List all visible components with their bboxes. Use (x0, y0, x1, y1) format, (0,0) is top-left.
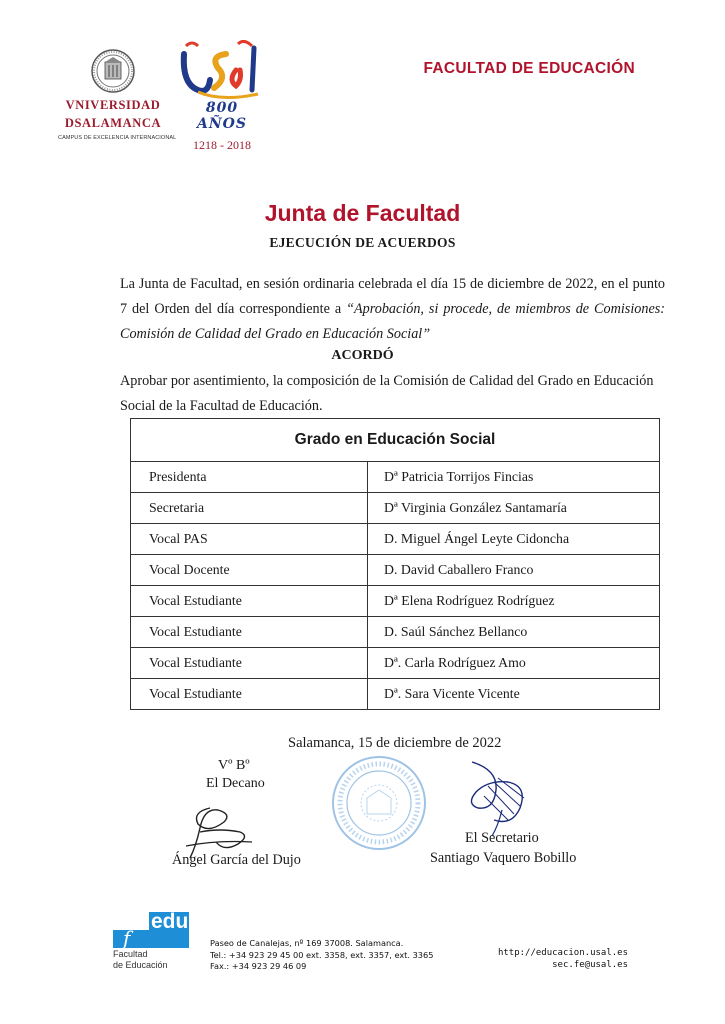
university-name-line1: VNIVERSIDAD (65, 98, 161, 112)
agreement-paragraph: Aprobar por asentimiento, la composición de la Comisión de Calidad del Grado en Educación Social de la Facultad de Educación. (120, 373, 654, 414)
edu-logo-box (113, 912, 189, 948)
member-cell: D. Saúl Sánchez Bellanco (368, 617, 660, 648)
dean-role: El Decano (206, 776, 265, 791)
email-link[interactable]: sec.fe@usal.es (552, 959, 628, 970)
dean-name: Ángel García del Dujo (172, 852, 301, 868)
faculty-stamp-icon (330, 754, 428, 852)
secretary-name: Santiago Vaquero Bobillo (430, 850, 577, 866)
table-row (131, 524, 660, 555)
member-cell: Dª Patricia Torrijos Fincias (368, 462, 660, 493)
member-cell: Dª. Sara Vicente Vicente (368, 679, 660, 710)
document-subtitle: EJECUCIÓN DE ACUERDOS (269, 235, 456, 250)
address-line: Paseo de Canalejas, nº 169 37008. Salamanca. (210, 938, 404, 948)
university-logo (58, 48, 177, 141)
faculty-header: FACULTAD DE EDUCACIÓN (423, 60, 635, 77)
intro-paragraph (120, 272, 665, 347)
role-cell: Vocal PAS (131, 524, 368, 555)
university-name-line2: DSALAMANCA (64, 116, 162, 130)
table-heading: Grado en Educación Social (131, 419, 660, 462)
table-row (131, 617, 660, 648)
university-seal-icon (90, 48, 136, 94)
role-cell: Presidenta (131, 462, 368, 493)
intro-plain-text: La Junta de Facultad, en sesión ordinaria celebrada el día 15 de diciembre de 2022, en el punto 7 del Orden del día correspondiente a (120, 276, 665, 317)
secretary-signature-icon (458, 756, 538, 838)
member-cell: D. David Caballero Franco (368, 555, 660, 586)
vobo-label: Vº Bº (218, 758, 250, 773)
table-row (131, 586, 660, 617)
member-cell: Dª Elena Rodríguez Rodríguez (368, 586, 660, 617)
table-header-row (131, 419, 660, 462)
role-cell: Secretaria (131, 493, 368, 524)
anniversary-logo (178, 40, 266, 153)
member-cell: Dª. Carla Rodríguez Amo (368, 648, 660, 679)
role-cell: Vocal Estudiante (131, 648, 368, 679)
role-cell: Vocal Estudiante (131, 679, 368, 710)
table-row (131, 493, 660, 524)
table-row (131, 648, 660, 679)
phone-line: Tel.: +34 923 29 45 00 ext. 3358, ext. 3357, ext. 3365 (210, 949, 434, 960)
fax-line: Fax.: +34 923 29 46 09 (210, 961, 307, 971)
commission-table (130, 418, 660, 710)
svg-text:f: f (123, 926, 131, 948)
role-cell: Vocal Estudiante (131, 617, 368, 648)
footer-address (210, 938, 433, 973)
usal-800-mark-icon (178, 40, 266, 102)
table-row (131, 462, 660, 493)
document-title: Junta de Facultad (264, 200, 461, 226)
member-cell: Dª Virginia González Santamaría (368, 493, 660, 524)
edu-logo-label-1: Facultad (113, 949, 148, 959)
table-row (131, 555, 660, 586)
campus-label: CAMPUS DE EXCELENCIA INTERNACIONAL (58, 135, 177, 141)
website-link[interactable]: http://educacion.usal.es (497, 948, 628, 958)
member-cell: D. Miguel Ángel Leyte Cidoncha (368, 524, 660, 555)
intro-italic-text: “Aprobación, si procede, de miembros de Comisiones: Comisión de Calidad del Grado en Educación Social” (120, 301, 665, 342)
edu-logo-label-2: de Educación (113, 960, 168, 970)
place-date: Salamanca, 15 de diciembre de 2022 (288, 735, 502, 751)
role-cell: Vocal Docente (131, 555, 368, 586)
anniversary-text: 800 AÑOS (197, 100, 247, 132)
footer-contact (480, 948, 628, 971)
secretary-role: El Secretario (465, 830, 539, 846)
agreement-heading: ACORDÓ (331, 348, 394, 363)
faculty-edu-logo (113, 912, 189, 970)
role-cell: Vocal Estudiante (131, 586, 368, 617)
edu-logo-text: edu (151, 910, 189, 933)
anniversary-years: 1218 - 2018 (193, 138, 251, 152)
table-row (131, 679, 660, 710)
